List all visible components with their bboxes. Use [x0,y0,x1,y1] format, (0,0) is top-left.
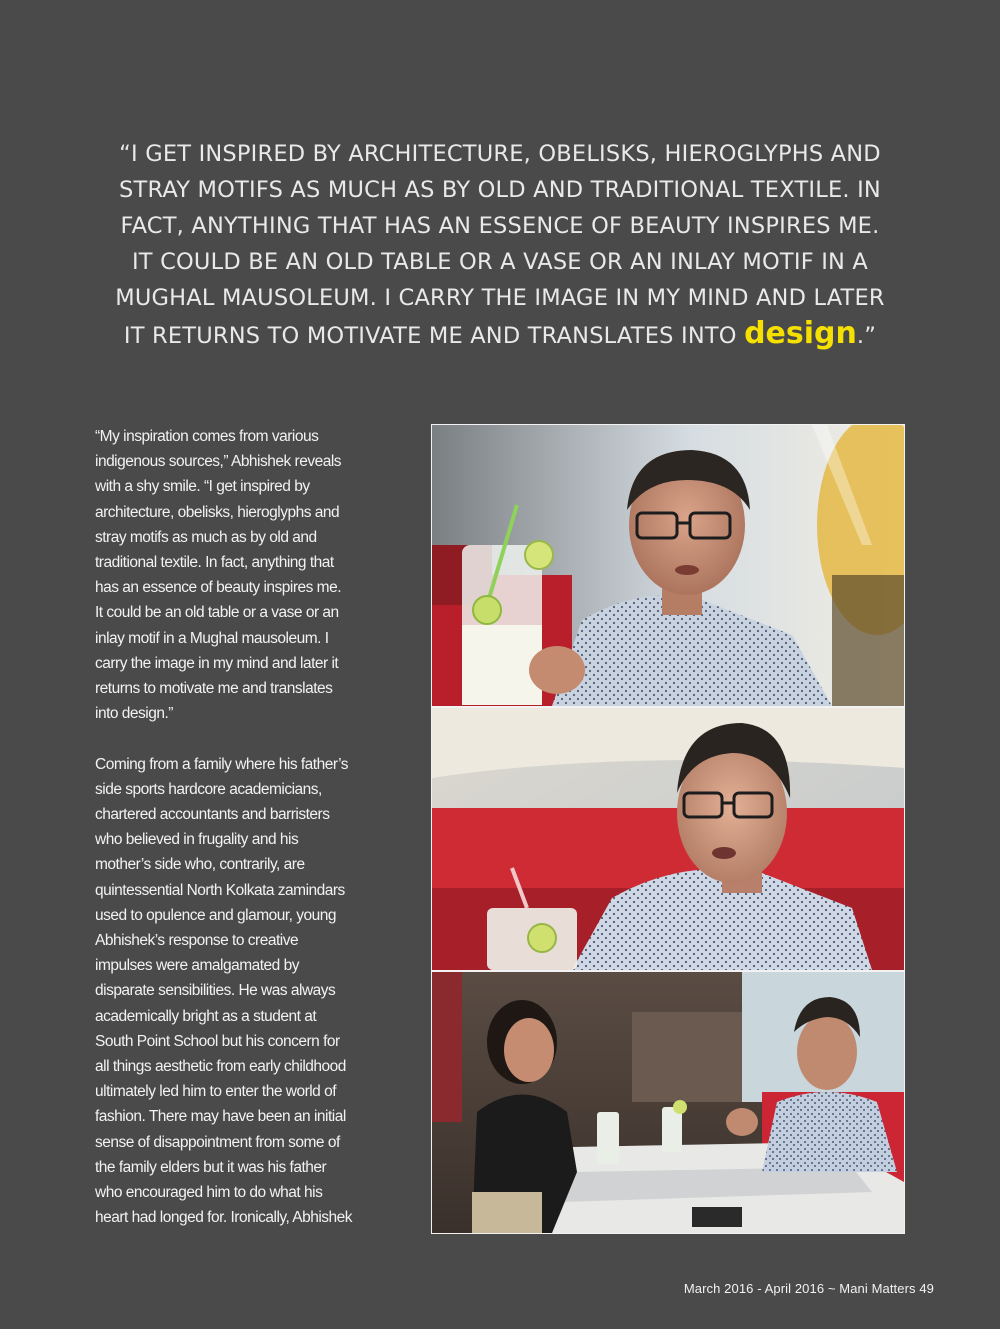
text-line: architecture, obelisks, hieroglyphs and [95,503,340,521]
text-line: with a shy smile. “I get inspired by [95,478,310,496]
pull-quote-line: STRAY MOTIFS AS MUCH AS BY OLD AND TRADITIONAL TEXTILE. IN [119,177,881,203]
text-line: inlay motif in a Mughal mausoleum. I [95,629,329,647]
text-line: the family elders but it was his father [95,1158,327,1176]
pull-quote-last-line [60,316,940,354]
pull-quote-line: MUGHAL MAUSOLEUM. I CARRY THE IMAGE IN MY MIND AND LATER [115,285,885,311]
text-line: heart had longed for. Ironically, Abhishek [95,1209,353,1227]
article-paragraph-1 [95,424,395,726]
text-line: chartered accountants and barristers [95,806,330,824]
text-line: returns to motivate me and translates [95,680,333,698]
article-body [95,424,395,1256]
text-line: used to opulence and glamour, young [95,906,337,924]
text-line: “My inspiration comes from various [95,428,319,445]
text-line: South Point School but his concern for [95,1032,340,1050]
text-line: stray motifs as much as by old and [95,528,317,546]
pull-quote-closing: .” [856,323,877,349]
text-line: indigenous sources,” Abhishek reveals [95,453,342,471]
pull-quote [60,136,940,354]
pull-quote-line: “I GET INSPIRED BY ARCHITECTURE, OBELISKS, HIEROGLYPHS AND [119,141,881,167]
pull-quote-line: IT RETURNS TO MOTIVATE ME AND TRANSLATES INTO [123,323,737,349]
text-line: who believed in frugality and his [95,831,299,849]
text-line: traditional textile. In fact, anything that [95,554,334,572]
portrait-photo-2 [431,707,905,971]
text-line: side sports hardcore academicians, [95,780,322,798]
text-line: into design.” [95,705,173,723]
text-line: It could be an old table or a vase or an [95,604,339,622]
text-line: Coming from a family where his father’s [95,755,348,773]
article-paragraph-2 [95,752,395,1231]
portrait-photo-2-image [432,708,904,970]
text-line: mother’s side who, contrarily, are [95,856,305,874]
text-line: has an essence of beauty inspires me. [95,579,342,597]
pull-quote-line: IT COULD BE AN OLD TABLE OR A VASE OR AN INLAY MOTIF IN A [131,249,869,275]
interview-photo [431,971,905,1234]
pull-quote-highlight: design [744,316,857,351]
text-line: Abhishek’s response to creative [95,932,299,950]
text-line: disparate sensibilities. He was always [95,982,336,1000]
text-line: carry the image in my mind and later it [95,654,339,672]
text-line: academically bright as a student at [95,1007,317,1025]
interview-photo-image [432,972,904,1233]
portrait-photo-1-image [432,425,904,706]
text-line: fashion. There may have been an initial [95,1108,346,1126]
text-line: ultimately led him to enter the world of [95,1083,337,1101]
text-line: all things aesthetic from early childhood [95,1058,346,1076]
text-line: impulses were amalgamated by [95,957,299,975]
page-footer: March 2016 - April 2016 ~ Mani Matters 49 [683,1281,934,1296]
text-line: who encouraged him to do what his [95,1184,323,1202]
text-line: quintessential North Kolkata zamindars [95,881,345,899]
pull-quote-line: FACT, ANYTHING THAT HAS AN ESSENCE OF BEAUTY INSPIRES ME. [120,213,880,239]
portrait-photo-1 [431,424,905,707]
text-line: sense of disappointment from some of [95,1133,340,1151]
